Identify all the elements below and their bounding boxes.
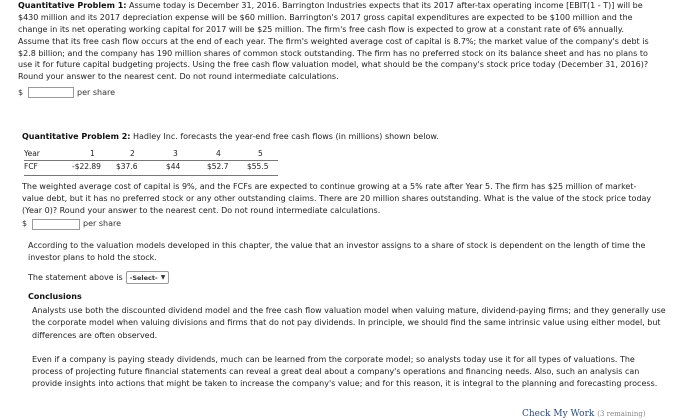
year-cell: 5 [258, 149, 263, 158]
conclusions-line: the corporate model when valuing divisions and firms that do not pay dividends. In principle, we should find the same intrinsic value using either model, but [32, 318, 661, 328]
problem-1-answer-input[interactable] [28, 87, 74, 98]
problem-2-line: The weighted average cost of capital is 9%, and the FCFs are expected to continue growing at a 5% rate after Year 5. The firm has $25 million of market- [22, 182, 637, 191]
conclusions-paragraph-1 [32, 305, 692, 342]
table-divider [24, 160, 278, 161]
problem-1-heading: Quantitative Problem 1: [18, 1, 127, 10]
problem-1-line: $2.8 billion; and the company has 190 million shares of common stock outstanding. The firm has no preferred stock on its balance sheet and has no plans to [18, 48, 648, 58]
fcf-cell: -$22.89 [72, 162, 101, 171]
conclusions-line: provide insights into actions that might be taken to increase the company's value; and for this reason, it is integral to the planning and forecasting process. [32, 379, 658, 389]
problem-2-line: (Year 0)? Round your answer to the nearest cent. Do not round intermediate calculations. [22, 205, 381, 215]
problem-1-line: use it for future capital budgeting projects. Using the free cash flow valuation model, what should be the company's stock price today (December 31, 2016)? [18, 60, 649, 70]
currency-symbol: $ [22, 219, 28, 229]
conclusions-line: process of projecting future financial statements can reveal a great deal about a company's operations and financing needs. Also, such an analysis can [32, 367, 640, 377]
problem-1-line: change in its net operating working capital for 2017 will be $25 million. The firm's free cash flow is expected to grow at a constant rate of 6% annually. [18, 24, 624, 34]
conclusions-line: Analysts use both the discounted dividend model and the free cash flow valuation model when valuing mature, dividend-paying firms; and they generally use [32, 306, 666, 315]
fcf-cell: $55.5 [247, 162, 269, 171]
conclusions-heading: Conclusions [28, 292, 82, 301]
table-divider [24, 175, 278, 176]
conclusions-line: Even if a company is paying steady dividends, much can be learned from the corporate model; so analysts today use it for all types of valuations. The [32, 355, 635, 364]
fcf-cell: $44 [166, 162, 181, 171]
problem-1-line: $430 million and its 2017 depreciation expense will be $60 million. Barrington's 2017 gross capital expenditures are expected to be $100 million and the [18, 12, 633, 22]
problem-1-line: Round your answer to the nearest cent. Do not round intermediate calculations. [18, 72, 339, 82]
year-label: Year [24, 149, 40, 158]
problem-1-answer-row [18, 85, 688, 100]
fcf-row [24, 161, 284, 174]
true-false-select[interactable] [126, 271, 170, 284]
problem-1 [18, 0, 688, 100]
valuation-note-line: According to the valuation models developed in this chapter, the value that an investor assigns to a share of stock is dependent on the length of time the [28, 241, 646, 250]
fcf-label: FCF [24, 162, 38, 171]
problem-2-line: value debt, but it has no preferred stock or any other outstanding claims. There are 20 million shares outstanding. What is the value of the stock price today [22, 193, 652, 203]
problem-2-answer-input[interactable] [32, 219, 80, 230]
chevron-down-icon: ▼ [160, 273, 166, 281]
problem-2-answer-row [22, 217, 682, 232]
problem-1-line [18, 0, 688, 12]
fcf-table [24, 148, 284, 174]
unit-label: per share [83, 219, 122, 229]
year-cell: 1 [90, 149, 95, 158]
check-my-work-button[interactable] [522, 408, 646, 420]
problem-2-intro: Hadley Inc. forecasts the year-end free cash flows (in millions) shown below. [130, 132, 439, 141]
currency-symbol: $ [18, 87, 24, 97]
problem-2-heading: Quantitative Problem 2: [22, 132, 131, 141]
problem-2 [22, 181, 682, 232]
year-cell: 3 [173, 149, 178, 158]
statement-row [28, 271, 169, 284]
problem-1-line: Assume that its free cash flow occurs at the end of each year. The firm's weighted average cost of capital is 8.7%; the market value of the company's debt is [18, 36, 649, 46]
valuation-note [28, 240, 678, 264]
unit-label: per share [77, 87, 116, 97]
fcf-cell: $52.7 [207, 162, 229, 171]
check-my-work-label: Check My Work [522, 409, 595, 419]
problem-2-title [22, 131, 439, 143]
year-cell: 2 [130, 149, 135, 158]
statement-label: The statement above is [28, 272, 123, 282]
year-cell: 4 [216, 149, 221, 158]
valuation-note-line: investor plans to hold the stock. [28, 252, 157, 262]
problem-1-text: Assume today is December 31, 2016. Barrington Industries expects that its 2017 after-tax operating income [EBIT(1 - T)] will be [126, 1, 643, 10]
conclusions-paragraph-2 [32, 354, 692, 391]
conclusions-line: differences are often observed. [32, 330, 158, 340]
remaining-count: (3 remaining) [597, 410, 646, 418]
fcf-cell: $37.6 [116, 162, 138, 171]
select-value: -Select- [129, 273, 158, 282]
